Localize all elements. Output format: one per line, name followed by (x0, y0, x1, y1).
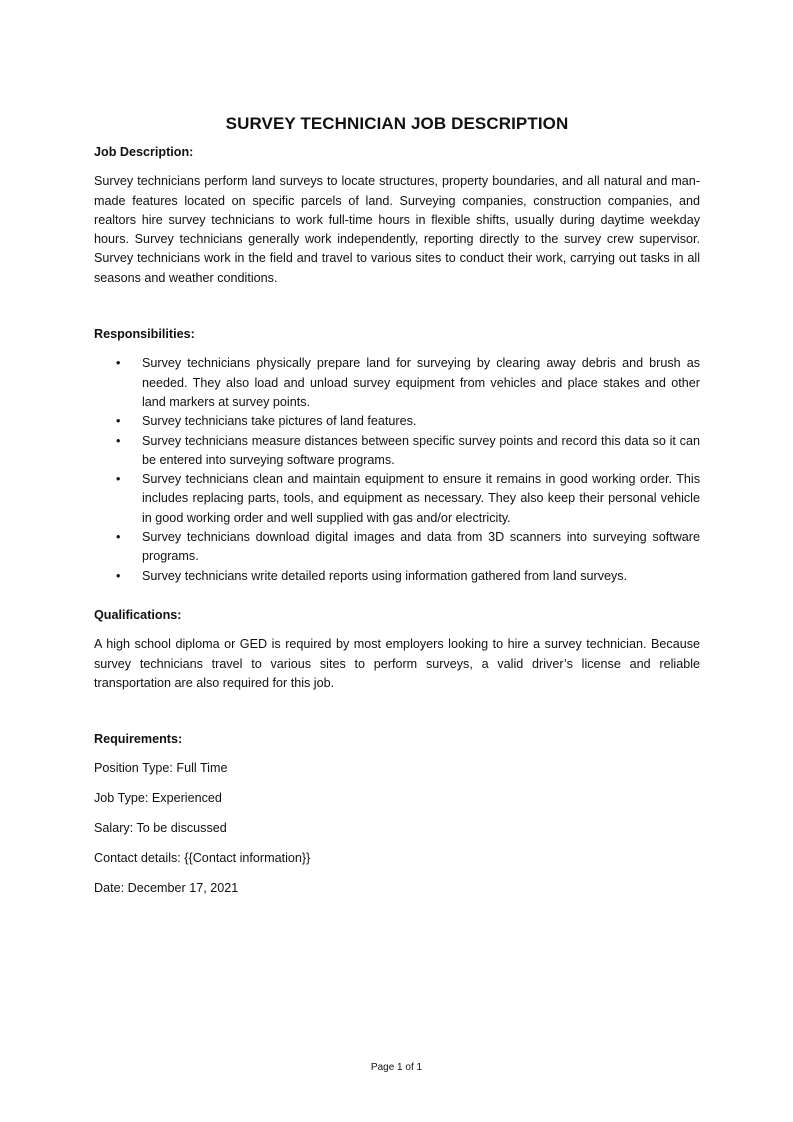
list-item (94, 567, 700, 586)
list-item-text: Survey technicians clean and maintain equipment to ensure it remains in good working order. This includes replacing parts, tools, and equipment as necessary. They also keep their personal vehicle in good working order and well supplied with gas and/or electricity. (142, 472, 700, 525)
requirements-heading: Requirements: (94, 732, 183, 747)
list-item (94, 432, 700, 471)
list-item (94, 354, 700, 412)
salary: Salary: To be discussed (94, 821, 227, 836)
list-item (94, 412, 700, 431)
responsibilities-heading: Responsibilities: (94, 327, 195, 342)
job-description-heading: Job Description: (94, 145, 194, 159)
page-number: Page 1 of 1 (370, 1062, 423, 1073)
date: Date: December 17, 2021 (94, 880, 239, 895)
spacer (94, 586, 700, 606)
contact-details: Contact details: {{Contact information}} (94, 850, 311, 865)
list-item-text: Survey technicians take pictures of land features. (142, 414, 417, 429)
position-type: Position Type: Full Time (94, 761, 228, 776)
list-item-text: Survey technicians download digital images and data from 3D scanners into surveying software programs. (142, 530, 700, 564)
document-title: SURVEY TECHNICIAN JOB DESCRIPTION (225, 114, 569, 133)
job-description-text: Survey technicians perform land surveys to locate structures, property boundaries, and all natural and man-made features located on specific parcels of land. Surveying companies, construction companies, and realtors hire survey technicians to work full-time hours in flexible shifts, usually during daytime weekday hours. Survey technicians generally work independently, reporting directly to the survey crew supervisor. Survey technicians work in the field and travel to various sites to conduct their work, carrying out tasks in all seasons and weather conditions. (94, 174, 700, 285)
bullet-icon: • (116, 530, 121, 545)
document-body (94, 112, 700, 908)
spacer (94, 288, 700, 325)
bullet-icon: • (116, 356, 121, 371)
list-item (94, 470, 700, 528)
qualifications-heading: Qualifications: (94, 607, 182, 622)
bullet-icon: • (116, 433, 121, 448)
list-item-text: Survey technicians write detailed reports using information gathered from land surveys. (142, 568, 628, 583)
job-type: Job Type: Experienced (94, 791, 222, 806)
bullet-icon: • (116, 414, 121, 429)
bullet-icon: • (116, 472, 121, 487)
list-item-text: Survey technicians measure distances between specific survey points and record this data so it can be entered into surveying software programs. (142, 433, 700, 467)
spacer (94, 693, 700, 730)
qualifications-text: A high school diploma or GED is required by most employers looking to hire a survey technician. Because survey technicians travel to various sites to perform surveys, a valid driver’s license and reliable transportation are also required for this job. (94, 637, 700, 690)
list-item (94, 528, 700, 567)
list-item-text: Survey technicians physically prepare land for surveying by clearing away debris and brush as needed. They also load and unload survey equipment from vehicles and place stakes and other land markers at survey points. (142, 356, 700, 409)
responsibilities-list (94, 354, 700, 586)
bullet-icon: • (116, 568, 121, 583)
